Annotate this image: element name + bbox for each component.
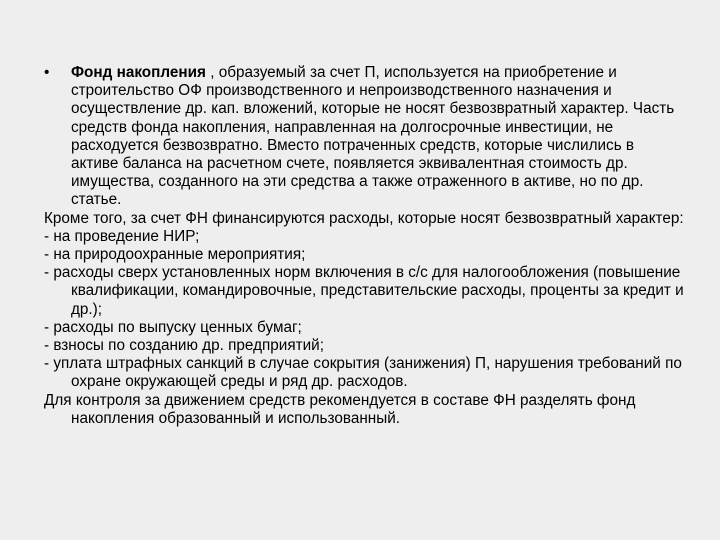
slide-text-body <box>44 64 684 428</box>
bullet-text: , образуемый за счет П, используется на приобретение и строительство ОФ производственного и непроизводственного назначения и осуществление др. кап. вложений, которые не носят безвозвратный характер. Часть средств фонда накопления, направленная на долгосрочные инвестиции, не расходуется безвозвратно. Вместо потраченных средств, которые числились в активе баланса на расчетном счете, появляется эквивалентная стоимость др. имущества, созданного на эти средства а также отраженного в активе, но по др. статье. <box>71 64 675 209</box>
paragraph-intro-expenses: Кроме того, за счет ФН финансируются расходы, которые носят безвозвратный характер: <box>44 209 684 227</box>
bullet-paragraph-fund <box>44 64 684 210</box>
list-item-over-norm-expenses: - расходы сверх установленных норм включения в с/с для налогообложения (повышение квалификации, командировочные, представительские расходы, проценты за кредит и др.); <box>44 264 684 318</box>
list-item-nir: - на проведение НИР; <box>44 227 200 245</box>
bullet-marker: • <box>44 64 50 81</box>
list-item-securities: - расходы по выпуску ценных бумаг; <box>44 318 302 336</box>
list-item-penalties: - уплата штрафных санкций в случае сокрытия (занижения) П, нарушения требований по охране окружающей среды и ряд др. расходов. <box>44 355 682 391</box>
list-item-environmental: - на природоохранные мероприятия; <box>44 246 306 264</box>
list-item-contributions: - взносы по созданию др. предприятий; <box>44 337 324 355</box>
paragraph-control-recommendation: Для контроля за движением средств рекомендуется в составе ФН разделять фонд накопления образованный и использованный. <box>44 391 636 427</box>
term-fund-accumulation: Фонд накопления <box>71 64 206 81</box>
